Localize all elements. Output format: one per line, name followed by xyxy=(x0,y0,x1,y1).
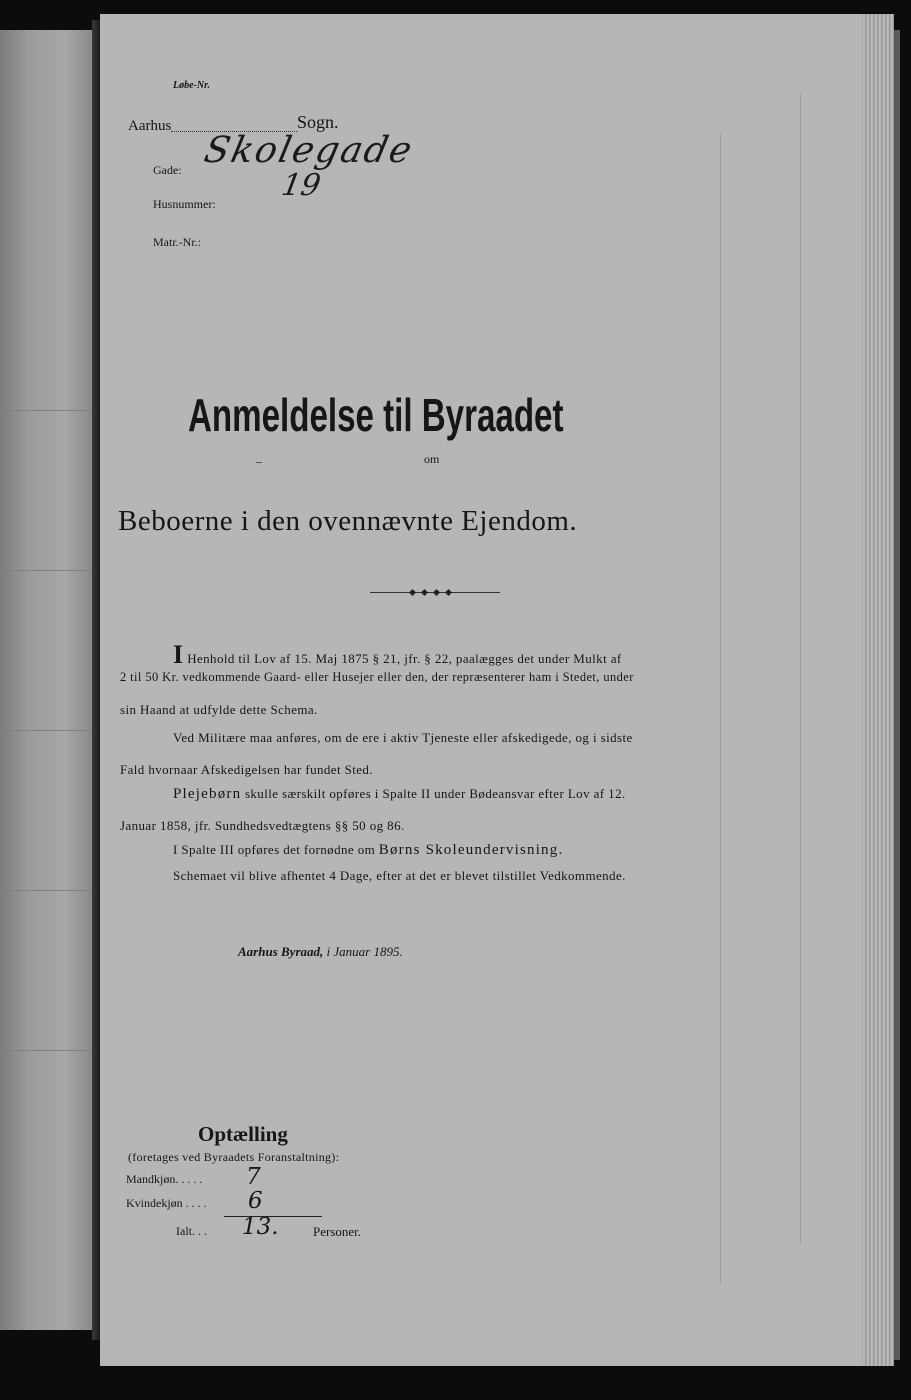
signature-line xyxy=(238,944,403,960)
paragraph-2-line-1: Ved Militære maa anføres, om de ere i aktiv Tjeneste eller afskedigede, og i sidste xyxy=(173,730,633,745)
paragraph-3-line-2: Januar 1858, jfr. Sundhedsvedtægtens §§ 50 og 86. xyxy=(120,818,405,833)
gade-label: Gade: xyxy=(153,163,182,177)
document-subtitle: Beboerne i den ovennævnte Ejendom. xyxy=(118,505,578,537)
cover-edge xyxy=(894,30,900,1360)
paragraph-4 xyxy=(173,842,563,859)
matr-nr-label: Matr.-Nr.: xyxy=(153,235,201,249)
plejeborn-emphasis: Plejebørn xyxy=(173,786,242,802)
signature-date: i Januar 1895. xyxy=(326,944,403,959)
bleed-column-line xyxy=(800,94,801,1244)
optaelling-title: Optælling xyxy=(198,1122,288,1146)
paragraph-1-line-2: 2 til 50 Kr. vedkommende Gaard- eller Husejer eller den, der repræsenterer ham i Stedet, under xyxy=(120,670,634,684)
kvindekjon-label: Kvindekjøn . . . . xyxy=(126,1196,207,1210)
personer-label: Personer. xyxy=(313,1224,362,1239)
paragraph-4-text: I Spalte III opføres det fornødne om xyxy=(173,842,376,857)
sogn-label: Sogn. xyxy=(297,112,339,132)
paragraph-1-text: Henhold til Lov af 15. Maj 1875 § 21, jfr. § 22, paalægges det under Mulkt af xyxy=(187,651,622,666)
document-title: Anmeldelse til Byraadet xyxy=(188,389,564,441)
paragraph-2-line-2: Fald hvornaar Afskedigelsen har fundet Sted. xyxy=(120,762,373,777)
kvindekjon-handwritten-value: 6 xyxy=(248,1188,263,1214)
born-skoleundervisning-emphasis: Børns Skoleundervisning. xyxy=(378,842,564,858)
book-gutter xyxy=(92,20,100,1340)
drop-initial: I xyxy=(173,640,184,669)
lobe-nr-label: Løbe-Nr. xyxy=(173,80,210,91)
mandkjon-label: Mandkjøn. . . . . xyxy=(126,1172,203,1186)
paragraph-1-line-1 xyxy=(173,640,622,670)
om-label: om xyxy=(424,452,440,466)
paragraph-3-text: skulle særskilt opføres i Spalte II under Bødeansvar efter Lov af 12. xyxy=(244,786,626,801)
optaelling-note: (foretages ved Byraadets Foranstaltning): xyxy=(128,1150,340,1164)
ornament-divider xyxy=(370,592,500,595)
page-edges xyxy=(862,14,894,1366)
ialt-handwritten-value: 13. xyxy=(242,1214,279,1240)
paragraph-3-line-1 xyxy=(173,786,626,803)
signature-authority: Aarhus Byraad, xyxy=(238,944,324,959)
bleed-column-line xyxy=(720,134,721,1284)
ialt-label: Ialt. . . xyxy=(176,1224,207,1238)
aarhus-label: Aarhus xyxy=(128,118,172,134)
left-facing-page xyxy=(0,30,92,1330)
husnummer-label: Husnummer: xyxy=(153,197,216,211)
husnummer-handwritten-value: 19 xyxy=(278,168,324,203)
gade-handwritten-value: Skolegade xyxy=(200,130,418,171)
paragraph-5: Schemaet vil blive afhentet 4 Dage, efter at det er blevet tilstillet Vedkommende. xyxy=(173,868,626,883)
stray-mark xyxy=(256,462,262,463)
paragraph-1-line-3: sin Haand at udfylde dette Schema. xyxy=(120,702,318,717)
mandkjon-handwritten-value: 7 xyxy=(246,1164,261,1190)
